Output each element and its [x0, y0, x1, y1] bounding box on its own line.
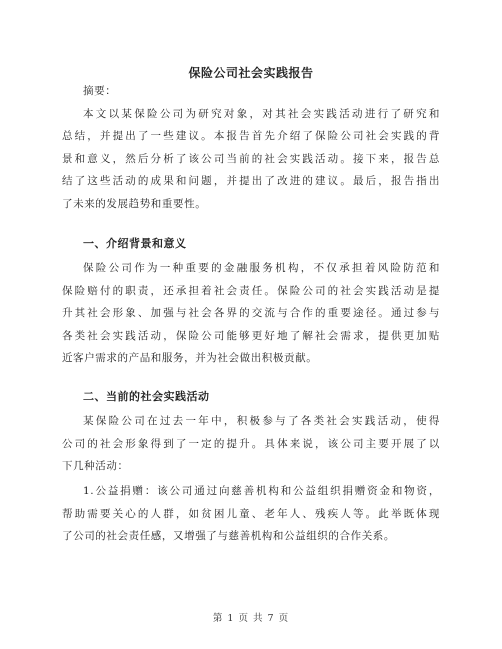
section-2-line-2: 公司的社会形象得到了一定的提升。具体来说，该公司主要开展了以	[62, 437, 440, 450]
section-2-heading: 二、当前的社会实践活动	[83, 390, 210, 403]
section-1-line-1: 保险公司作为一种重要的金融服务机构，不仅承担着风险防范和	[83, 262, 440, 274]
section-1-line-4: 各类社会实践活动，保险公司能够更好地了解社会需求，提供更加贴	[62, 329, 440, 342]
section-1-line-5: 近客户需求的产品和服务，并为社会做出积极贡献。	[62, 352, 318, 364]
page-number-footer: 第 1 页 共 7 页	[212, 613, 290, 624]
list-item-1	[62, 480, 440, 548]
section-1-body	[62, 257, 440, 370]
list-item-1-line-1: 1.公益捐赠：该公司通过向慈善机构和公益组织捐赠资金和物资，	[83, 485, 440, 497]
list-item-1-line-3: 了公司的社会责任感，又增强了与慈善机构和公益组织的合作关系。	[62, 530, 395, 542]
abstract-block	[62, 80, 440, 215]
section-1-heading: 一、介绍背景和意义	[83, 237, 187, 250]
abstract-line-5: 了未来的发展趋势和重要性。	[62, 197, 207, 210]
abstract-line-3: 景和意义，然后分析了该公司当前的社会实践活动。接下来，报告总	[62, 152, 440, 165]
section-2-line-3: 下几种活动：	[62, 460, 129, 472]
section-2-line-1: 某保险公司在过去一年中，积极参与了各类社会实践活动，使得	[83, 415, 440, 427]
abstract-label: 摘要：	[83, 85, 117, 97]
abstract-line-1: 本文以某保险公司为研究对象，对其社会实践活动进行了研究和	[83, 107, 440, 120]
document-title: 保险公司社会实践报告	[188, 66, 314, 80]
abstract-line-4: 结了这些活动的成果和问题，并提出了改进的建议。最后，报告指出	[62, 175, 440, 187]
list-item-1-line-2: 帮助需要关心的人群，如贫困儿童、老年人、残疾人等。此举既体现	[62, 507, 440, 520]
section-1-line-2: 保险赔付的职责，还承担着社会责任。保险公司的社会实践活动是提	[62, 284, 440, 297]
abstract-line-2: 总结，并提出了一些建议。本报告首先介绍了保险公司社会实践的背	[62, 130, 440, 142]
section-2-body	[62, 410, 440, 478]
section-1-line-3: 升其社会形象、加强与社会各界的交流与合作的重要途径。通过参与	[62, 307, 440, 319]
